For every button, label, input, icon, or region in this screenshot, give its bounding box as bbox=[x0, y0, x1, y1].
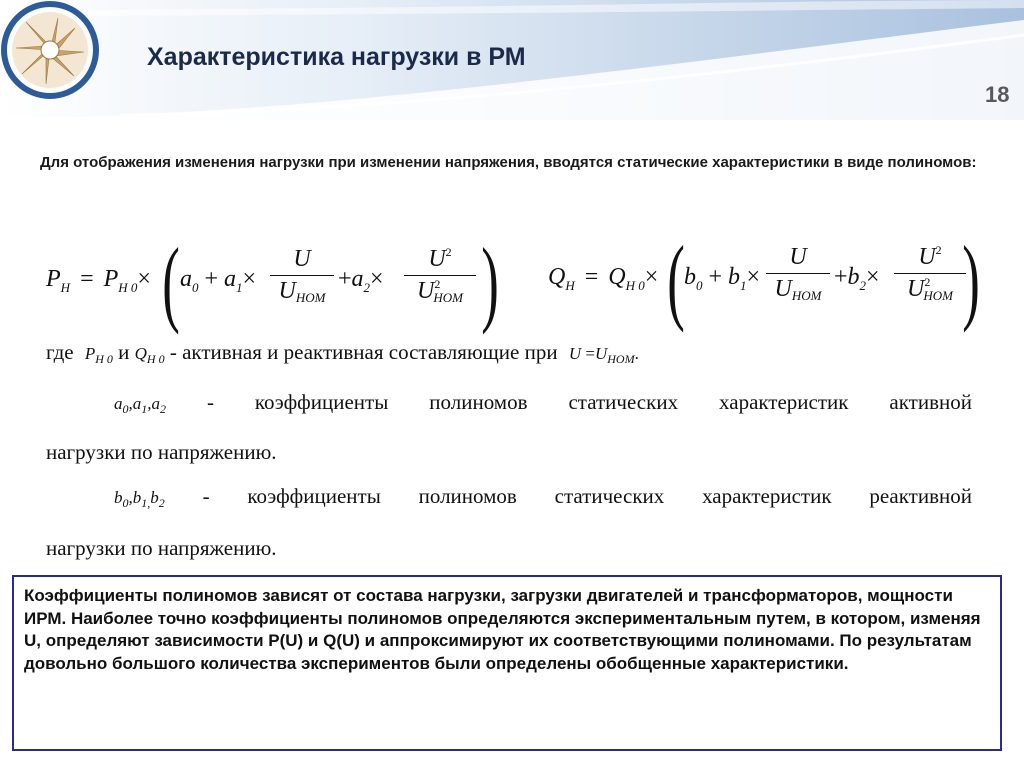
b-coeff-1: b bbox=[132, 488, 142, 507]
cond-unom-sub: НОМ bbox=[607, 352, 635, 366]
b-text: - коэффициенты полиномов статических характеристик реактивной bbox=[202, 484, 972, 508]
formula-q-frac2-den-sub: НОМ bbox=[923, 288, 953, 303]
where-p-sym: P bbox=[84, 344, 96, 363]
formula-q-fraction2 bbox=[894, 244, 966, 303]
formula-p-times2: × bbox=[370, 266, 384, 292]
formula-q-frac1-den: U bbox=[774, 276, 792, 302]
formula-q-close-paren: ) bbox=[962, 226, 980, 333]
definition-a-line: $a_0,a_1,a_2$ - коэффициенты полиномов статических характеристик активной bbox=[114, 390, 972, 416]
formula-q-fraction1 bbox=[766, 244, 830, 303]
formula-q-frac1-den-sub: НОМ bbox=[791, 288, 822, 303]
formula-p-frac2-den: U bbox=[417, 278, 435, 304]
formula-p-plus2: + bbox=[338, 266, 352, 292]
slide-number: 18 bbox=[985, 82, 1010, 107]
formula-q-frac2-num-sup: 2 bbox=[935, 243, 942, 257]
a-coeff-0-sub: 0 bbox=[122, 402, 129, 416]
formula-p-frac2-num-sup: 2 bbox=[445, 245, 452, 259]
formula-q-lhs-sub: Н bbox=[565, 278, 575, 293]
formula-p-frac1-den: U bbox=[278, 278, 296, 304]
formula-q-b2: b bbox=[847, 264, 860, 290]
definition-a-continuation: нагрузки по напряжению. bbox=[46, 440, 277, 464]
formula-p-a1: a bbox=[224, 266, 237, 292]
formula-q-frac2-den-sup: 2 bbox=[924, 275, 931, 289]
note-text: Коэффициенты полиномов зависят от состава нагрузки, загрузки двигателей и трансформаторов, мощности ИРМ. Наиболее точно коэффициенты полиномов определяются экспериментальным путем, в котором, изменяя U, определяют зависимости P(U) и Q(U) и аппроксимируют их соответствующими полиномами. По результатам довольно большого количества экспериментов были определены обобщенные характеристики. bbox=[24, 586, 981, 673]
formula-p-lhs-sub: Н bbox=[60, 280, 71, 295]
a-coeff-1-sub: 1 bbox=[141, 402, 148, 416]
formula-p-eq: = bbox=[80, 266, 94, 292]
b-coeff-0-sub: 0 bbox=[122, 496, 129, 510]
formula-q-plus1: + bbox=[708, 264, 723, 290]
formula-q-plus2: + bbox=[834, 264, 848, 290]
cond-dot: . bbox=[634, 344, 639, 363]
formula-q-b1-sub: 1 bbox=[740, 278, 747, 293]
formula-p-fraction2 bbox=[404, 246, 476, 305]
formula-p-a1-sub: 1 bbox=[236, 280, 243, 295]
a-coeff-2-sub: 2 bbox=[160, 402, 166, 416]
where-and: и bbox=[118, 340, 130, 364]
a-coeff-1: a bbox=[132, 394, 142, 413]
b-coeff-2-sub: 2 bbox=[158, 496, 165, 510]
where-text: - активная и реактивная составляющие при bbox=[169, 340, 558, 364]
header-band bbox=[0, 0, 1024, 120]
formula-q-lhs: Q bbox=[548, 264, 566, 290]
formula-q-b2-sub: 2 bbox=[859, 278, 867, 293]
formula-q-b1: b bbox=[728, 264, 741, 290]
cond-unom: U bbox=[594, 344, 608, 363]
cond-u: U bbox=[568, 344, 582, 363]
page-title: Характеристика нагрузки в РМ bbox=[147, 43, 526, 71]
formula-p-plus1: + bbox=[204, 266, 219, 292]
formula-p-times: × bbox=[137, 266, 151, 292]
b-coeff-2: b bbox=[150, 488, 159, 507]
formula-p-a0-sub: 0 bbox=[192, 280, 199, 295]
formula-q-eq: = bbox=[584, 264, 599, 290]
formula-q-times: × bbox=[644, 264, 659, 290]
cond-eq: = bbox=[585, 344, 595, 363]
formula-p-lhs: P bbox=[46, 266, 61, 292]
where-q-sub: Н 0 bbox=[146, 352, 165, 366]
definition-b-continuation: нагрузки по напряжению. bbox=[46, 536, 277, 560]
definition-where-line bbox=[46, 340, 639, 365]
definition-b-line: $b_0,b_{1,}b_2$ - коэффициенты полиномов статических характеристик реактивной bbox=[114, 484, 972, 510]
a-coeff-2: a bbox=[151, 394, 160, 413]
formula-q-times1: × bbox=[746, 264, 761, 290]
formula-p-frac2-den-sub: НОМ bbox=[433, 290, 463, 305]
formula-p-open-paren: ( bbox=[162, 228, 180, 335]
formula-p-a2-sub: 2 bbox=[363, 280, 371, 295]
formula-q-frac1-num: U bbox=[766, 244, 830, 274]
formula-p-base-sub: Н 0 bbox=[118, 280, 138, 295]
where-prefix: где bbox=[46, 340, 74, 364]
a-coeff-0: a bbox=[114, 394, 123, 413]
where-q-sym: Q bbox=[134, 344, 147, 363]
a-text: - коэффициенты полиномов статических характеристик активной bbox=[206, 390, 972, 414]
formula-p-frac2-num: U bbox=[428, 246, 446, 272]
formula-p-frac1-den-sub: НОМ bbox=[295, 290, 326, 305]
formula-p-a0: a bbox=[180, 266, 192, 292]
formula-p-frac2-den-sup: 2 bbox=[434, 277, 441, 291]
b-coeff-0: b bbox=[114, 488, 123, 507]
note-box bbox=[12, 575, 1002, 751]
formula-p-times1: × bbox=[242, 266, 257, 292]
formula-p-close-paren: ) bbox=[481, 228, 499, 335]
formula-q-b0-sub: 0 bbox=[696, 278, 703, 293]
formula-p-frac1-num: U bbox=[270, 246, 334, 276]
formula-q-base-sub: Н 0 bbox=[625, 278, 645, 293]
intro-paragraph: Для отображения изменения нагрузки при изменении напряжения, вводятся статические характеристики в виде полиномов: bbox=[40, 154, 977, 171]
formula-q-times2: × bbox=[866, 264, 880, 290]
b-coeff-1-sub: 1, bbox=[141, 496, 151, 510]
formula-q-b0: b bbox=[684, 264, 696, 290]
sun-emblem-icon bbox=[0, 0, 100, 100]
formula-p-base: P bbox=[103, 266, 119, 292]
formula-q-base: Q bbox=[608, 264, 626, 290]
formula-q-frac2-den: U bbox=[907, 276, 925, 302]
formula-q-open-paren: ( bbox=[667, 226, 685, 333]
formula-p-fraction1 bbox=[270, 246, 334, 305]
where-p-sub: Н 0 bbox=[95, 352, 113, 366]
formula-p-a2: a bbox=[351, 266, 364, 292]
formula-q-frac2-num: U bbox=[918, 244, 936, 270]
